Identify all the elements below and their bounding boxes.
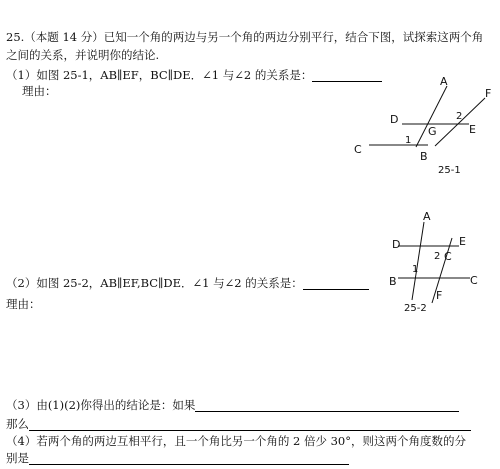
fig1-label-b: B bbox=[420, 150, 428, 163]
fig2-label-f: F bbox=[436, 289, 443, 302]
fig1-label-d: D bbox=[390, 113, 399, 126]
fig2-label-c-inner: C bbox=[444, 250, 452, 263]
fig2-label-1: 1 bbox=[412, 264, 419, 275]
part4-text: （4）若两个角的两边互相平行，且一个角比另一个角的 2 倍少 30°，则这两个角度数的分 bbox=[6, 434, 466, 448]
line-ab-2 bbox=[412, 222, 424, 300]
line-ef bbox=[435, 98, 485, 146]
part3-text: （3）由(1)(2)你得出的结论是：如果 bbox=[6, 398, 196, 412]
fig1-label-1: 1 bbox=[405, 135, 412, 146]
part3-then-label: 那么 bbox=[6, 417, 29, 431]
fig1-label-e: E bbox=[469, 123, 476, 136]
question-line-1: 25.（本题 14 分）已知一个角的两边与另一个角的两边分别平行，结合下图，试探索这两个角 bbox=[6, 30, 484, 44]
part1-reason-label: 理由： bbox=[22, 84, 57, 98]
figure-25-1-labels bbox=[354, 75, 491, 176]
fig2-caption: 25-2 bbox=[404, 303, 427, 314]
fig1-label-a: A bbox=[440, 75, 448, 88]
fig2-label-b: B bbox=[389, 275, 397, 288]
fig2-label-2: 2 bbox=[434, 251, 441, 262]
fig1-caption: 25-1 bbox=[438, 165, 461, 176]
fig1-label-2: 2 bbox=[456, 111, 463, 122]
part1-text: （1）如图 25-1，AB∥EF，BC∥DE．∠1 与∠2 的关系是： bbox=[6, 68, 313, 82]
part4-cont: 别是 bbox=[6, 451, 29, 465]
fig1-label-g: G bbox=[428, 125, 437, 138]
fig1-label-c: C bbox=[354, 143, 362, 156]
fig2-label-d: D bbox=[392, 238, 401, 251]
fig2-label-a: A bbox=[423, 210, 431, 223]
figure-25-1 bbox=[369, 86, 485, 147]
fig2-label-e: E bbox=[459, 235, 466, 248]
part2-reason-label: 理由： bbox=[6, 297, 41, 311]
fig1-label-f: F bbox=[485, 87, 492, 100]
fig2-label-c: C bbox=[470, 274, 478, 287]
question-line-2: 之间的关系，并说明你的结论. bbox=[6, 48, 160, 62]
part2-text: （2）如图 25-2，AB∥EF,BC∥DE．∠1 与∠2 的关系是： bbox=[6, 276, 303, 290]
